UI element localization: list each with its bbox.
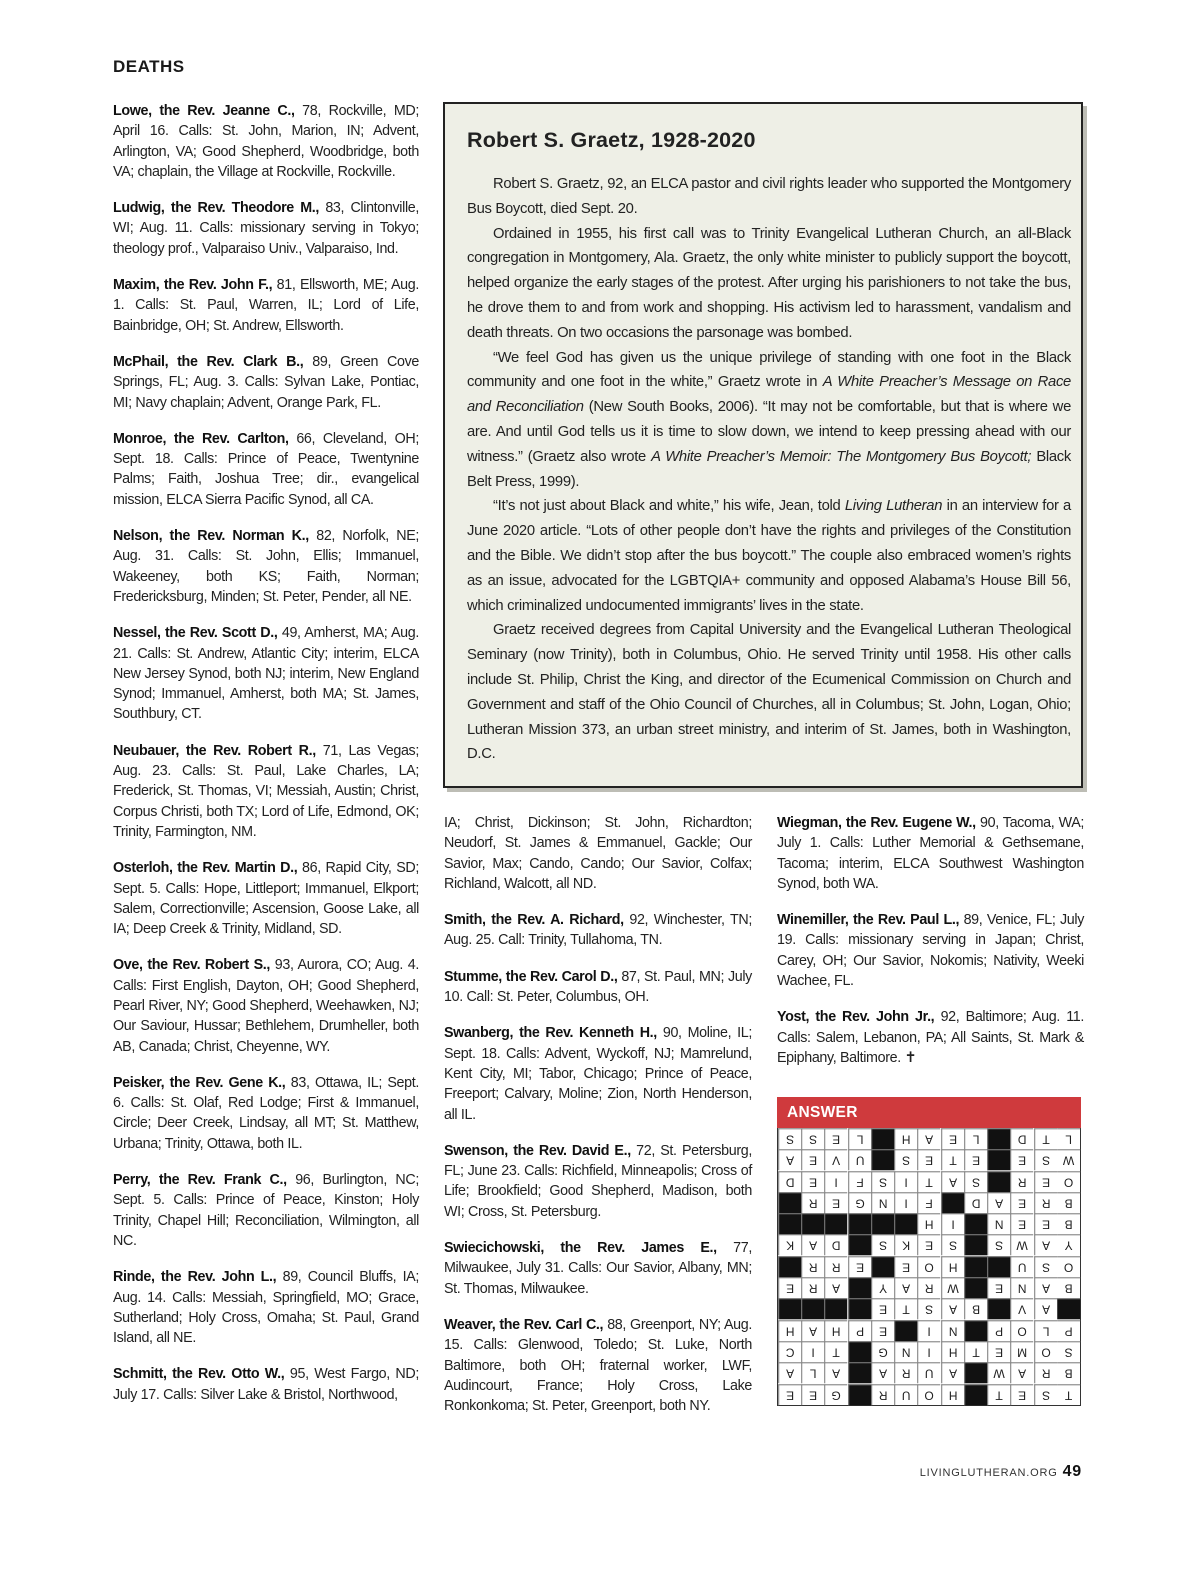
obituary-entry	[113, 1073, 419, 1154]
grid-letter: R	[871, 1384, 894, 1405]
grid-letter: B	[1057, 1192, 1080, 1213]
obituary-details: 89, Green Cove Springs, FL; Aug. 3. Calls: Sylvan Lake, Pontiac, MI; Navy chaplain; Advent, Orange Park, FL.	[113, 353, 419, 411]
grid-letter: L	[848, 1128, 871, 1149]
grid-block	[778, 1192, 801, 1213]
obituary-details: 49, Amherst, MA; Aug. 21. Calls: St. Andrew, Atlantic City; interim, ELCA New Jersey Synod, both NJ; interim, New England Synod; Immanuel, Amherst, both MA; St. James, Southbury, CT.	[113, 625, 419, 723]
grid-letter: O	[1057, 1171, 1080, 1192]
obituary-details: 96, Burlington, NC; Sept. 5. Calls: Prince of Peace, Kinston; Holy Trinity, Chapel Hill; Reconciliation, Wilmington, all NC.	[113, 1172, 419, 1249]
paragraph-text: Graetz received degrees from Capital University and the Evangelical Lutheran Theological Seminary (now Trinity), both in Columbus, Ohio. He served Trinity until 1958. His other calls include St. Philip, Christ the King, and director of the Ecumenical Commission on Church and Government and staff of the Ohio Council of Churches, all in Columbus; St. John, Logan, Ohio; Lutheran Mission 373, an urban street ministry, and interim of St. James, both in Washington, D.C.	[467, 622, 1071, 763]
grid-letter: U	[917, 1362, 940, 1383]
obituary-entry	[113, 101, 419, 182]
obituary-details: 83, Clintonville, WI; Aug. 11. Calls: missionary serving in Tokyo; theology prof., Valparaiso Univ., Valparaiso, Ind.	[113, 200, 419, 257]
obituary-name: Peisker, the Rev. Gene K.,	[113, 1074, 286, 1091]
sidebar-paragraph	[467, 494, 1071, 618]
answer-grid	[777, 1128, 1081, 1406]
grid-letter: S	[778, 1128, 801, 1149]
grid-letter: H	[824, 1320, 847, 1341]
grid-block	[871, 1149, 894, 1170]
obituary-name: Wiegman, the Rev. Eugene W.,	[777, 815, 976, 831]
obituary-name: Lowe, the Rev. Jeanne C.,	[113, 103, 295, 119]
grid-letter: V	[824, 1149, 847, 1170]
grid-letter: G	[871, 1341, 894, 1362]
obituary-name: Yost, the Rev. John Jr.,	[777, 1009, 935, 1026]
grid-letter: A	[987, 1192, 1010, 1213]
grid-letter: U	[1010, 1256, 1033, 1277]
sidebar-paragraph	[467, 172, 1071, 222]
obituary-entry	[113, 275, 419, 336]
grid-letter: E	[1034, 1171, 1057, 1192]
obituary-entry	[444, 910, 752, 951]
grid-letter: A	[941, 1171, 964, 1192]
grid-letter: A	[1010, 1362, 1033, 1383]
obituary-entry	[113, 429, 419, 510]
paragraph-text: “It’s not just about Black and white,” his wife, Jean, told	[493, 498, 845, 515]
grid-letter: S	[801, 1128, 824, 1149]
grid-letter: I	[824, 1171, 847, 1192]
grid-letter: E	[824, 1128, 847, 1149]
grid-letter: T	[941, 1149, 964, 1170]
grid-letter: R	[1034, 1362, 1057, 1383]
grid-letter: E	[1010, 1213, 1033, 1234]
grid-letter: E	[871, 1320, 894, 1341]
grid-letter: W	[987, 1362, 1010, 1383]
grid-letter: A	[917, 1128, 940, 1149]
middle-column	[444, 813, 752, 1432]
grid-letter: O	[1057, 1256, 1080, 1277]
grid-letter: L	[964, 1128, 987, 1149]
obituary-details: 89, Venice, FL; July 19. Calls: missionary serving in Japan; Christ, Carey, OH; Our Savior, Nokomis; Nativity, Weeki Wachee, FL.	[777, 912, 1084, 990]
obituary-entry	[113, 1267, 419, 1348]
obituary-entry	[777, 813, 1084, 894]
obituary-details: 89, Council Bluffs, IA; Aug. 14. Calls: Messiah, Springfield, MO; Grace, Sutherland; Holy Cross, Omaha; St. Paul, Grand Island, all NE.	[113, 1269, 419, 1347]
obituary-entry	[113, 352, 419, 413]
grid-letter: U	[848, 1149, 871, 1170]
grid-letter: H	[941, 1384, 964, 1405]
grid-letter: R	[917, 1277, 940, 1298]
grid-letter: S	[987, 1234, 1010, 1255]
grid-letter: E	[871, 1298, 894, 1319]
book-title: A White Preacher’s Memoir: The Montgomery Bus Boycott;	[651, 448, 1032, 465]
footer-site: LIVINGLUTHERAN.ORG	[919, 1467, 1058, 1479]
obituary-entry	[113, 858, 419, 939]
grid-letter: W	[1057, 1149, 1080, 1170]
grid-block	[778, 1256, 801, 1277]
sidebar-body	[467, 172, 1071, 767]
grid-letter: T	[987, 1384, 1010, 1405]
grid-letter: P	[1057, 1320, 1080, 1341]
grid-letter: S	[1034, 1149, 1057, 1170]
grid-letter: W	[1010, 1234, 1033, 1255]
grid-letter: K	[778, 1234, 801, 1255]
grid-letter: E	[801, 1171, 824, 1192]
obituary-entry	[444, 1023, 752, 1124]
grid-block	[848, 1234, 871, 1255]
grid-letter: A	[1034, 1298, 1057, 1319]
grid-letter: O	[917, 1384, 940, 1405]
grid-letter: D	[824, 1234, 847, 1255]
grid-letter: P	[987, 1320, 1010, 1341]
grid-letter: H	[941, 1341, 964, 1362]
grid-letter: E	[1010, 1192, 1033, 1213]
grid-letter: E	[778, 1384, 801, 1405]
grid-letter: B	[1057, 1362, 1080, 1383]
grid-letter: S	[1034, 1384, 1057, 1405]
obituary-name: Stumme, the Rev. Carol D.,	[444, 968, 618, 985]
paragraph-text: (New South Books, 2006). “It may not be comfortable, but that is where we are. And until God tells us it is time to slow down, we intend to keep pressing ahead with our witness.” (Graetz also wrote	[467, 399, 1071, 465]
obituary-details: 77, Milwaukee, July 31. Calls: Our Savior, Albany, MN; St. Thomas, Milwaukee.	[444, 1240, 752, 1297]
grid-letter: R	[801, 1192, 824, 1213]
grid-letter: D	[778, 1171, 801, 1192]
grid-letter: H	[778, 1320, 801, 1341]
grid-letter: U	[894, 1384, 917, 1405]
book-title: A White Preacher’s Message on Race and Reconciliation	[467, 374, 1071, 416]
grid-block	[848, 1277, 871, 1298]
grid-letter: E	[824, 1192, 847, 1213]
grid-letter: R	[801, 1256, 824, 1277]
obituary-entry	[113, 1170, 419, 1251]
right-column	[777, 813, 1084, 1084]
obituary-entry	[113, 526, 419, 607]
obituary-details: 86, Rapid City, SD; Sept. 5. Calls: Hope, Littleport; Immanuel, Elkport; Salem, Correctionville; Ascension, Goose Lake, all IA; Deep Creek & Trinity, Midland, SD.	[113, 860, 419, 938]
grid-block	[871, 1213, 894, 1234]
grid-letter: E	[894, 1256, 917, 1277]
obituary-name: Swiecichowski, the Rev. James E.,	[444, 1240, 717, 1257]
grid-letter: C	[778, 1341, 801, 1362]
grid-letter: G	[824, 1384, 847, 1405]
grid-letter: S	[871, 1171, 894, 1192]
obituary-details: 90, Moline, IL; Sept. 18. Calls: Advent, Wyckoff, NJ; Mamrelund, Kent City, MI; Tabor, Chicago; Prince of Peace, Freeport; Calvary, Moline; Zion, North Henderson, all IL.	[444, 1025, 752, 1123]
grid-block	[848, 1213, 871, 1234]
grid-letter: D	[964, 1192, 987, 1213]
grid-letter: T	[1034, 1128, 1057, 1149]
obituary-details: 87, St. Paul, MN; July 10. Call: St. Peter, Columbus, OH.	[444, 968, 752, 1006]
grid-letter: T	[824, 1341, 847, 1362]
grid-letter: I	[917, 1341, 940, 1362]
obituary-name: Maxim, the Rev. John F.,	[113, 277, 273, 294]
grid-letter: L	[1057, 1128, 1080, 1149]
grid-letter: S	[1057, 1341, 1080, 1362]
grid-block	[941, 1192, 964, 1213]
grid-letter: R	[1034, 1192, 1057, 1213]
obituary-entry	[444, 813, 752, 894]
obituary-entry	[113, 1364, 419, 1405]
grid-letter: T	[894, 1298, 917, 1319]
grid-block	[778, 1213, 801, 1234]
grid-block	[964, 1362, 987, 1383]
obituary-entry	[113, 623, 419, 724]
grid-letter: E	[848, 1256, 871, 1277]
grid-block	[1057, 1298, 1080, 1319]
grid-letter: S	[917, 1298, 940, 1319]
obituary-details: 71, Las Vegas; Aug. 23. Calls: St. Paul, Lake Charles, LA; Frederick, St. Thomas, VI; Messiah, Austin; Christ, Corpus Christi, both TX; Lord of Life, Edmond, OK; Trinity, Farmington, NM.	[113, 742, 419, 840]
obituary-sidebar	[443, 102, 1083, 788]
grid-block	[987, 1171, 1010, 1192]
grid-letter: A	[894, 1277, 917, 1298]
obituary-name: Swanberg, the Rev. Kenneth H.,	[444, 1025, 657, 1042]
obituary-details: 88, Greenport, NY; Aug. 15. Calls: Glenwood, Toledo; St. Luke, North Baltimore, both OH; fraternal worker, LWF, Audincourt, France; Holy Cross, Lake Ronkonkoma; St. Peter, Greenport, both NY.	[444, 1316, 753, 1415]
obituary-details: 82, Norfolk, NE; Aug. 31. Calls: St. John, Ellis; Immanuel, Wakeeney, both KS; Faith, Norman; Fredericksburg, Minden; St. Peter, Pender, all NE.	[113, 528, 419, 605]
obituary-entry	[444, 1315, 752, 1416]
grid-letter: H	[941, 1256, 964, 1277]
left-column	[113, 101, 419, 1421]
grid-letter: L	[801, 1362, 824, 1383]
grid-letter: P	[848, 1320, 871, 1341]
grid-block	[871, 1128, 894, 1149]
grid-letter: I	[941, 1213, 964, 1234]
grid-letter: A	[778, 1149, 801, 1170]
grid-letter: H	[917, 1213, 940, 1234]
grid-letter: A	[1034, 1234, 1057, 1255]
obituary-details: 83, Ottawa, IL; Sept. 6. Calls: St. Olaf, Red Lodge; First & Immanuel, Circle; Deer Creek, Lindsay, all MT; St. Matthew, Urbana; Trinity, Ottawa, both IL.	[113, 1074, 419, 1152]
grid-block	[778, 1298, 801, 1319]
grid-letter: E	[801, 1149, 824, 1170]
grid-letter: Y	[871, 1277, 894, 1298]
obituary-name: Neubauer, the Rev. Robert R.,	[113, 742, 316, 759]
grid-letter: W	[941, 1277, 964, 1298]
obituary-details: 78, Rockville, MD; April 16. Calls: St. John, Marion, IN; Advent, Arlington, VA; Good Shepherd, Woodbridge, both VA; chaplain, the Village at Rockville, Rockville.	[113, 103, 419, 180]
obituary-entry	[777, 910, 1084, 991]
obituary-name: Perry, the Rev. Frank C.,	[113, 1172, 287, 1189]
grid-letter: G	[848, 1192, 871, 1213]
grid-letter: O	[1010, 1320, 1033, 1341]
grid-letter: S	[894, 1149, 917, 1170]
grid-block	[848, 1384, 871, 1405]
grid-letter: D	[1010, 1128, 1033, 1149]
obituary-name: Rinde, the Rev. John L.,	[113, 1269, 277, 1286]
obituary-name: Nelson, the Rev. Norman K.,	[113, 528, 309, 545]
grid-block	[801, 1213, 824, 1234]
grid-block	[964, 1256, 987, 1277]
grid-block	[824, 1298, 847, 1319]
grid-letter: H	[894, 1128, 917, 1149]
obituary-name: Ove, the Rev. Robert S.,	[113, 957, 271, 974]
obituary-entry	[113, 955, 419, 1056]
grid-letter: A	[941, 1298, 964, 1319]
grid-letter: A	[824, 1277, 847, 1298]
paragraph-text: Ordained in 1955, his first call was to Trinity Evangelical Lutheran Church, an all-Black congregation in Montgomery, Ala. Graetz, the only white minister to publicly support the boycott, helped organize the early stages of the protest. After urging his parishioners to not take the bus, he drove them to and from work and shopping. His activism led to harassment, vandalism and death threats. On two occasions the parsonage was bombed.	[467, 225, 1071, 341]
grid-letter: E	[941, 1128, 964, 1149]
obituary-entry	[113, 741, 419, 842]
grid-letter: E	[1010, 1384, 1033, 1405]
grid-letter: A	[801, 1234, 824, 1255]
grid-letter: A	[824, 1362, 847, 1383]
obituary-name: Osterloh, the Rev. Martin D.,	[113, 860, 298, 877]
grid-block	[894, 1213, 917, 1234]
grid-letter: T	[1057, 1384, 1080, 1405]
paragraph-text: Black Belt Press, 1999).	[467, 448, 1072, 490]
obituary-name: Ludwig, the Rev. Theodore M.,	[113, 200, 320, 217]
grid-letter: S	[871, 1234, 894, 1255]
obituary-entry	[444, 1238, 752, 1299]
grid-block	[894, 1320, 917, 1341]
obituary-name: Nessel, the Rev. Scott D.,	[113, 625, 278, 642]
grid-letter: I	[917, 1320, 940, 1341]
obituary-details: 92, Winchester, TN; Aug. 25. Call: Trinity, Tullahoma, TN.	[444, 912, 752, 949]
grid-letter: R	[894, 1362, 917, 1383]
grid-letter: B	[964, 1298, 987, 1319]
obituary-entry	[444, 1141, 752, 1222]
grid-letter: B	[1057, 1277, 1080, 1298]
grid-letter: S	[1034, 1256, 1057, 1277]
obituary-entry	[113, 198, 419, 259]
grid-letter: E	[964, 1149, 987, 1170]
obituary-name: Swenson, the Rev. David E.,	[444, 1142, 631, 1159]
grid-letter: R	[824, 1256, 847, 1277]
grid-letter: F	[848, 1171, 871, 1192]
grid-letter: E	[987, 1341, 1010, 1362]
grid-letter: K	[894, 1234, 917, 1255]
grid-letter: M	[1010, 1341, 1033, 1362]
obituary-details: 72, St. Petersburg, FL; June 23. Calls: Richfield, Minneapolis; Cross of Life; Brookfield; Good Shepherd, Madison, both WI; Cross, St. Petersburg.	[444, 1142, 752, 1220]
paragraph-text: “We feel God has given us the unique privilege of standing with one foot in the Black community and one foot in the white,” Graetz wrote in	[467, 349, 1071, 391]
grid-letter: E	[1010, 1149, 1033, 1170]
grid-letter: I	[894, 1192, 917, 1213]
obituary-details: 92, Baltimore; Aug. 11. Calls: Salem, Lebanon, PA; All Saints, St. Mark & Epiphany, Baltimore. ✝	[777, 1009, 1084, 1066]
paragraph-text: Robert S. Graetz, 92, an ELCA pastor and civil rights leader who supported the Montgomery Bus Boycott, died Sept. 20.	[467, 176, 1071, 217]
grid-letter: A	[871, 1362, 894, 1383]
grid-letter: Y	[1057, 1234, 1080, 1255]
grid-letter: E	[917, 1149, 940, 1170]
crossword-answer	[777, 1097, 1081, 1406]
obituary-name: Smith, the Rev. A. Richard,	[444, 912, 624, 929]
obituary-details: 66, Cleveland, OH; Sept. 18. Calls: Prince of Peace, Twentynine Palms; Faith, Joshua Tree; dir., evangelical mission, ELCA Sierra Pacific Synod, all CA.	[113, 430, 419, 508]
grid-letter: E	[987, 1277, 1010, 1298]
page-number: 49	[1062, 1463, 1082, 1480]
grid-block	[964, 1320, 987, 1341]
paragraph-text: in an interview for a June 2020 article. “Lots of other people don’t have the rights and privileges of the Constitution and the Bible. We didn’t stop after the bus boycott.” The couple also embraced women’s rights as an issue, advocated for the LGBTQIA+ community and opposed Alabama’s House Bill 56, which criminalized undocumented immigrants’ lives in the state.	[467, 498, 1071, 614]
grid-letter: O	[1034, 1341, 1057, 1362]
grid-block	[987, 1128, 1010, 1149]
grid-letter: R	[1010, 1171, 1033, 1192]
grid-letter: O	[917, 1256, 940, 1277]
grid-letter: F	[917, 1192, 940, 1213]
grid-letter: A	[941, 1362, 964, 1383]
grid-block	[987, 1256, 1010, 1277]
grid-block	[964, 1234, 987, 1255]
grid-letter: E	[801, 1384, 824, 1405]
grid-block	[871, 1256, 894, 1277]
answer-header: ANSWER	[777, 1097, 1081, 1128]
obituary-details: 90, Tacoma, WA; July 1. Calls: Luther Memorial & Gethsemane, Tacoma; interim, ELCA Southwest Washington Synod, both WA.	[777, 815, 1085, 892]
grid-block	[964, 1384, 987, 1405]
grid-letter: N	[894, 1341, 917, 1362]
grid-letter: A	[801, 1320, 824, 1341]
book-title: Living Lutheran	[844, 498, 943, 515]
grid-block	[801, 1298, 824, 1319]
grid-letter: B	[1057, 1213, 1080, 1234]
grid-block	[987, 1149, 1010, 1170]
grid-letter: T	[964, 1341, 987, 1362]
grid-block	[824, 1213, 847, 1234]
obituary-name: Schmitt, the Rev. Otto W.,	[113, 1366, 285, 1383]
sidebar-paragraph	[467, 222, 1071, 346]
grid-letter: S	[941, 1234, 964, 1255]
grid-letter: S	[964, 1171, 987, 1192]
grid-block	[987, 1298, 1010, 1319]
grid-letter: I	[894, 1171, 917, 1192]
obituary-name: Weaver, the Rev. Carl C.,	[444, 1316, 604, 1333]
grid-letter: E	[778, 1277, 801, 1298]
sidebar-title: Robert S. Graetz, 1928-2020	[467, 128, 756, 152]
obituary-details: 93, Aurora, CO; Aug. 4. Calls: First English, Dayton, OH; Good Shepherd, Pearl River, NY; Good Shepherd, Weehawken, NJ; Our Saviour, Hussar; Bethlehem, Drumheller, both AB, Canada; Christ, Cheyenne, WY.	[113, 957, 419, 1055]
obituary-name: McPhail, the Rev. Clark B.,	[113, 353, 304, 370]
sidebar-paragraph	[467, 346, 1071, 495]
page-footer	[920, 1463, 1082, 1481]
obituary-details: 81, Ellsworth, ME; Aug. 1. Calls: St. Paul, Warren, IL; Lord of Life, Bainbridge, OH; St. Andrew, Ellsworth.	[113, 277, 419, 334]
grid-letter: N	[871, 1192, 894, 1213]
grid-block	[848, 1298, 871, 1319]
grid-letter: E	[1034, 1213, 1057, 1234]
grid-letter: N	[1010, 1277, 1033, 1298]
grid-block	[964, 1277, 987, 1298]
obituary-details: 95, West Fargo, ND; July 17. Calls: Silver Lake & Bristol, Northwood,	[113, 1366, 419, 1403]
grid-letter: R	[801, 1277, 824, 1298]
obituary-name: Winemiller, the Rev. Paul L.,	[777, 912, 960, 929]
sidebar-paragraph	[467, 618, 1071, 767]
grid-letter: N	[987, 1213, 1010, 1234]
obituary-details: IA; Christ, Dickinson; St. John, Richardton; Neudorf, St. James & Emmanuel, Gackle; Our Savior, Max; Cando, Cando; Our Savior, Colfax; Richland, Walcott, all ND.	[444, 815, 752, 892]
grid-block	[964, 1213, 987, 1234]
grid-letter: A	[778, 1362, 801, 1383]
grid-letter: N	[941, 1320, 964, 1341]
grid-letter: V	[1010, 1298, 1033, 1319]
grid-block	[848, 1362, 871, 1383]
obituary-entry	[444, 967, 752, 1008]
grid-block	[848, 1341, 871, 1362]
grid-letter: L	[1034, 1320, 1057, 1341]
grid-letter: I	[801, 1341, 824, 1362]
grid-letter: T	[917, 1171, 940, 1192]
obituary-name: Monroe, the Rev. Carlton,	[113, 430, 289, 447]
obituary-entry	[777, 1007, 1084, 1068]
section-title: DEATHS	[113, 57, 185, 76]
grid-letter: E	[917, 1234, 940, 1255]
grid-letter: A	[1034, 1277, 1057, 1298]
